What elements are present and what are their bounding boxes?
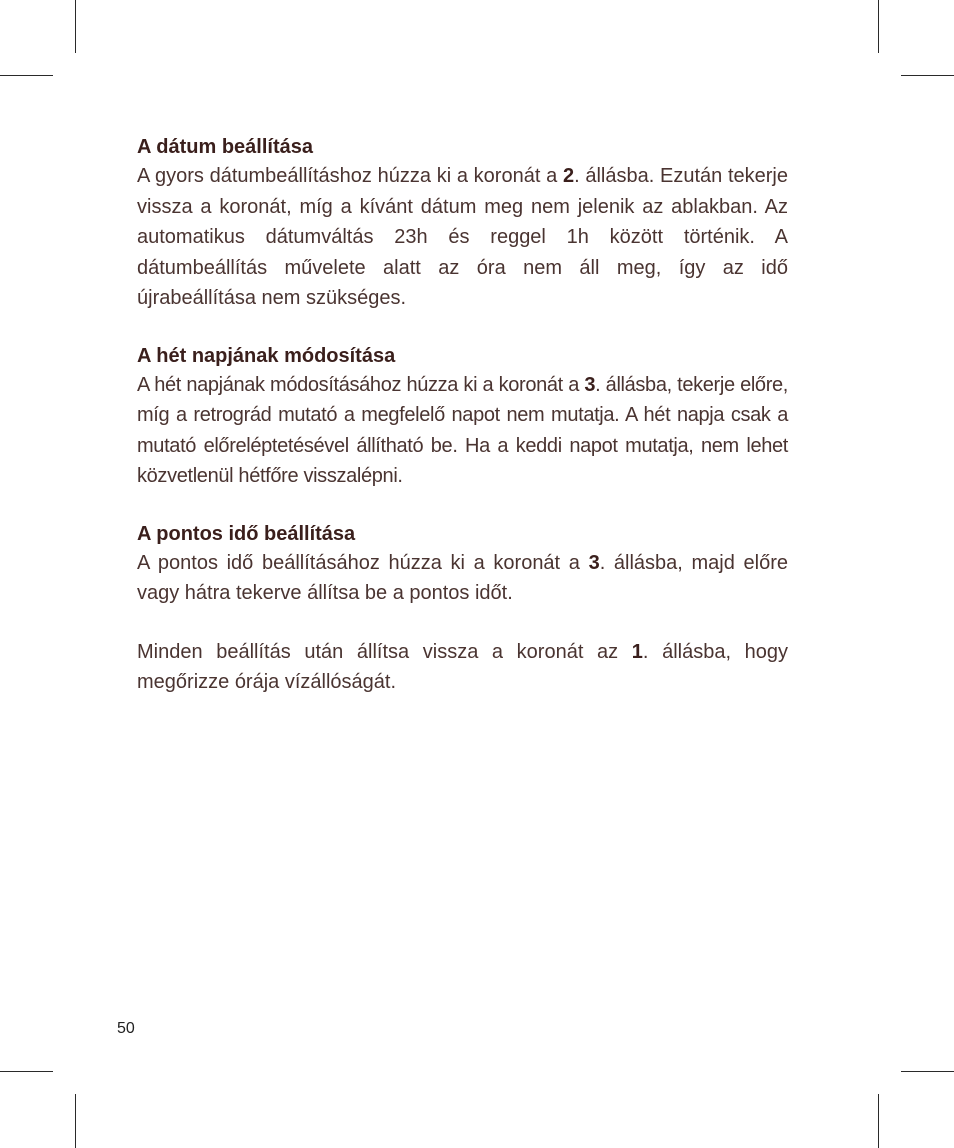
- crown-position-number: 1: [631, 640, 643, 663]
- section-heading: A pontos idő beállítása: [137, 522, 356, 545]
- section-time-setting: [137, 520, 788, 609]
- section-heading: A hét napjának módosítása: [137, 344, 396, 367]
- crop-mark-bottom-left-vertical: [75, 1094, 76, 1148]
- closing-paragraph: Minden beállítás után állítsa vissza a koronát az 1. állásba, hogy megőrizze órája vízállóságát.: [137, 640, 788, 693]
- section-paragraph: A hét napjának módosításához húzza ki a koronát a 3. állásba, tekerje előre, míg a retrográd mutató a megfelelő napot nem mutatja. A hét napja csak a mutató előreléptetésével állítható be. Ha a keddi napot mutatja, nem lehet közvetlenül hétfőre visszalépni.: [137, 373, 788, 487]
- crop-mark-top-left-vertical: [75, 0, 76, 53]
- closing-note: [137, 637, 788, 698]
- crop-mark-bottom-right-horizontal: [901, 1071, 954, 1072]
- crown-position-number: 3: [588, 551, 600, 574]
- section-weekday-setting: [137, 342, 788, 492]
- crown-position-number: 2: [562, 165, 575, 187]
- section-heading: A dátum beállítása: [137, 136, 313, 158]
- section-date-setting: [137, 133, 788, 314]
- section-paragraph: A pontos idő beállításához húzza ki a koronát a 3. állásba, majd előre vagy hátra tekerve állítsa be a pontos időt.: [137, 551, 788, 604]
- crop-mark-bottom-left-horizontal: [0, 1071, 53, 1072]
- page-number: 50: [117, 1020, 135, 1037]
- crop-mark-top-right-horizontal: [901, 75, 954, 76]
- page-content: [137, 133, 788, 726]
- crop-mark-bottom-right-vertical: [878, 1094, 879, 1148]
- crown-position-number: 3: [584, 373, 596, 396]
- crop-mark-top-left-horizontal: [0, 75, 53, 76]
- crop-mark-top-right-vertical: [878, 0, 879, 53]
- section-paragraph: A gyors dátumbeállításhoz húzza ki a koronát a 2. állásba. Ezután tekerje vissza a koronát, míg a kívánt dátum meg nem jelenik az ablakban. Az automatikus dátumváltás 23h és reggel 1h között történik. A dátumbeállítás művelete alatt az óra nem áll meg, így az idő újrabeállítása nem szükséges.: [137, 165, 788, 309]
